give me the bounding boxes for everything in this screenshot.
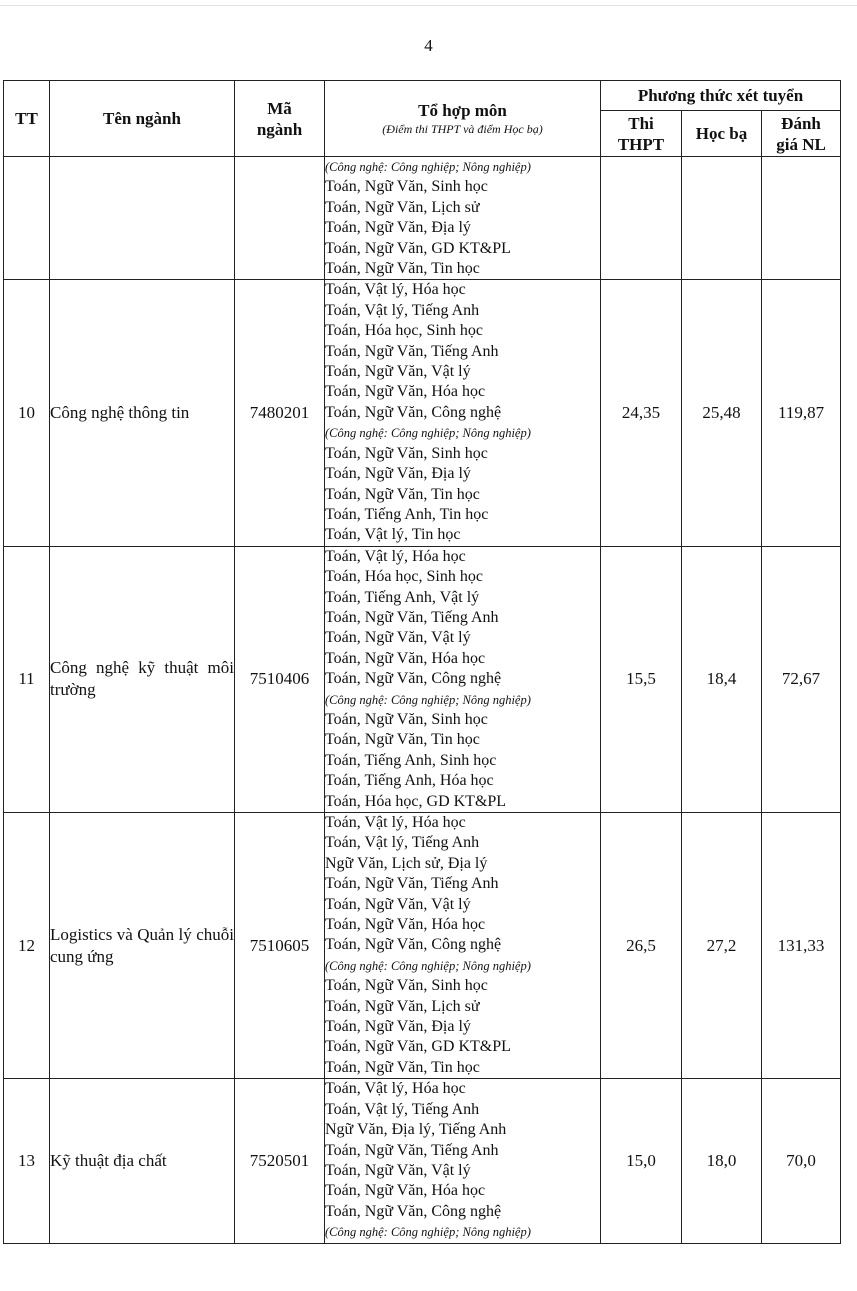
combo-item: Toán, Ngữ Văn, Sinh học <box>325 710 488 728</box>
combo-item: Toán, Ngữ Văn, GD KT&PL <box>325 239 511 257</box>
combo-item: Toán, Vật lý, Hóa học <box>325 281 466 299</box>
row-tt-cell <box>4 157 50 280</box>
combo-item: Toán, Vật lý, Tiếng Anh <box>325 301 480 319</box>
major-code-cell <box>235 157 325 280</box>
combo-item: Toán, Ngữ Văn, Công nghệ <box>325 403 502 421</box>
combo-item: Toán, Ngữ Văn, Vật lý <box>325 629 471 647</box>
combo-item: Toán, Ngữ Văn, Tiếng Anh <box>325 608 499 626</box>
combo-item: Ngữ Văn, Lịch sử, Địa lý <box>325 854 488 872</box>
page-number: 4 <box>424 36 433 55</box>
subject-combos-cell <box>325 280 601 546</box>
thpt-score-cell: 15,0 <box>601 1079 682 1243</box>
thpt-score-cell: 24,35 <box>601 280 682 546</box>
combo-item: Toán, Ngữ Văn, Tin học <box>325 485 480 503</box>
combo-item: Toán, Ngữ Văn, Công nghệ <box>325 1202 502 1220</box>
header-major-code <box>235 81 325 157</box>
major-code-cell: 7480201 <box>235 280 325 546</box>
combo-item: Toán, Ngữ Văn, Công nghệ <box>325 670 502 688</box>
combo-item: Toán, Ngữ Văn, Tiếng Anh <box>325 1141 499 1159</box>
transcript-score-cell: 18,4 <box>682 546 762 812</box>
combo-note: (Công nghệ: Công nghiệp; Nông nghiệp) <box>325 958 531 973</box>
capacity-score-cell: 70,0 <box>762 1079 841 1243</box>
combo-item: Ngữ Văn, Địa lý, Tiếng Anh <box>325 1121 507 1139</box>
combo-item: Toán, Ngữ Văn, Lịch sử <box>325 997 480 1015</box>
combo-note: (Công nghệ: Công nghiệp; Nông nghiệp) <box>325 692 531 707</box>
header-subject-combo-label: Tổ hợp môn <box>418 101 507 120</box>
transcript-score-cell: 25,48 <box>682 280 762 546</box>
transcript-score-cell <box>682 157 762 280</box>
header-methods: Phương thức xét tuyển <box>601 81 841 111</box>
combo-item: Toán, Ngữ Văn, Tin học <box>325 260 480 278</box>
combo-item: Toán, Ngữ Văn, Công nghệ <box>325 936 502 954</box>
combo-item: Toán, Tiếng Anh, Tin học <box>325 505 489 523</box>
combo-item: Toán, Ngữ Văn, Địa lý <box>325 219 471 237</box>
header-capacity-label: Đánh giá NL <box>776 113 826 154</box>
combo-item: Toán, Vật lý, Hóa học <box>325 1080 466 1098</box>
major-code-cell: 7520501 <box>235 1079 325 1243</box>
combo-item: Toán, Ngữ Văn, Tin học <box>325 1058 480 1076</box>
combo-item: Toán, Ngữ Văn, Sinh học <box>325 178 488 196</box>
combo-item: Toán, Tiếng Anh, Sinh học <box>325 751 497 769</box>
table-row <box>4 157 841 280</box>
combo-item: Toán, Ngữ Văn, Hóa học <box>325 916 486 934</box>
table-row <box>4 280 841 546</box>
header-subject-combo-note: (Điểm thi THPT và điểm Học bạ) <box>382 122 543 136</box>
combo-item: Toán, Ngữ Văn, Lịch sử <box>325 198 480 216</box>
combo-item: Toán, Ngữ Văn, Hóa học <box>325 649 486 667</box>
header-tt: TT <box>4 81 50 157</box>
header-transcript: Học bạ <box>682 111 762 157</box>
major-name-cell: Công nghệ thông tin <box>50 280 235 546</box>
table-row <box>4 1079 841 1243</box>
combo-item: Toán, Ngữ Văn, Sinh học <box>325 444 488 462</box>
major-name-cell <box>50 157 235 280</box>
combo-item: Toán, Ngữ Văn, GD KT&PL <box>325 1038 511 1056</box>
thpt-score-cell <box>601 157 682 280</box>
table-row <box>4 546 841 812</box>
combo-item: Toán, Tiếng Anh, Vật lý <box>325 588 480 606</box>
capacity-score-cell: 131,33 <box>762 813 841 1079</box>
combo-item: Toán, Ngữ Văn, Hóa học <box>325 383 486 401</box>
major-code-cell: 7510406 <box>235 546 325 812</box>
combo-item: Toán, Tiếng Anh, Hóa học <box>325 772 494 790</box>
major-name-cell: Logistics và Quản lý chuỗi cung ứng <box>50 813 235 1079</box>
combo-item: Toán, Vật lý, Hóa học <box>325 547 466 565</box>
combo-item: Toán, Ngữ Văn, Tiếng Anh <box>325 342 499 360</box>
combo-item: Toán, Ngữ Văn, Sinh học <box>325 977 488 995</box>
subject-combos-cell <box>325 546 601 812</box>
combo-item: Toán, Vật lý, Tiếng Anh <box>325 1100 480 1118</box>
header-major-code-label: Mã ngành <box>256 98 303 139</box>
combo-item: Toán, Hóa học, GD KT&PL <box>325 792 507 810</box>
combo-item: Toán, Vật lý, Hóa học <box>325 814 466 831</box>
combo-item: Toán, Ngữ Văn, Vật lý <box>325 895 471 913</box>
major-name-cell: Công nghệ kỹ thuật môi trường <box>50 546 235 812</box>
table-row <box>4 813 841 1079</box>
subject-combos-cell <box>325 1079 601 1243</box>
combo-item: Toán, Hóa học, Sinh học <box>325 568 483 586</box>
combo-item: Toán, Ngữ Văn, Địa lý <box>325 1018 471 1036</box>
row-tt-cell: 10 <box>4 280 50 546</box>
capacity-score-cell <box>762 157 841 280</box>
admissions-table <box>3 80 841 1244</box>
combo-item: Toán, Vật lý, Tin học <box>325 526 461 544</box>
transcript-score-cell: 18,0 <box>682 1079 762 1243</box>
header-major-name: Tên ngành <box>50 81 235 157</box>
row-tt-cell: 11 <box>4 546 50 812</box>
header-thpt <box>601 111 682 157</box>
thpt-score-cell: 26,5 <box>601 813 682 1079</box>
transcript-score-cell: 27,2 <box>682 813 762 1079</box>
combo-note: (Công nghệ: Công nghiệp; Nông nghiệp) <box>325 1225 531 1240</box>
row-tt-cell: 12 <box>4 813 50 1079</box>
header-capacity <box>762 111 841 157</box>
table-body <box>4 157 841 1244</box>
combo-item: Toán, Ngữ Văn, Địa lý <box>325 465 471 483</box>
top-rule <box>0 5 857 6</box>
row-tt-cell: 13 <box>4 1079 50 1243</box>
capacity-score-cell: 119,87 <box>762 280 841 546</box>
thpt-score-cell: 15,5 <box>601 546 682 812</box>
combo-item: Toán, Vật lý, Tiếng Anh <box>325 834 480 852</box>
combo-note: (Công nghệ: Công nghiệp; Nông nghiệp) <box>325 426 531 441</box>
combo-item: Toán, Hóa học, Sinh học <box>325 322 483 340</box>
capacity-score-cell: 72,67 <box>762 546 841 812</box>
combo-item: Toán, Ngữ Văn, Tin học <box>325 731 480 749</box>
combo-item: Toán, Ngữ Văn, Tiếng Anh <box>325 875 499 893</box>
combo-item: Toán, Ngữ Văn, Vật lý <box>325 363 471 381</box>
subject-combos-cell <box>325 813 601 1079</box>
table-header <box>4 81 841 157</box>
major-code-cell: 7510605 <box>235 813 325 1079</box>
subject-combos-cell <box>325 157 601 280</box>
header-subject-combo <box>325 81 601 157</box>
major-name-cell: Kỹ thuật địa chất <box>50 1079 235 1243</box>
combo-item: Toán, Ngữ Văn, Hóa học <box>325 1182 486 1200</box>
combo-note: (Công nghệ: Công nghiệp; Nông nghiệp) <box>325 160 531 174</box>
combo-item: Toán, Ngữ Văn, Vật lý <box>325 1161 471 1179</box>
header-thpt-label: Thi THPT <box>617 113 665 154</box>
